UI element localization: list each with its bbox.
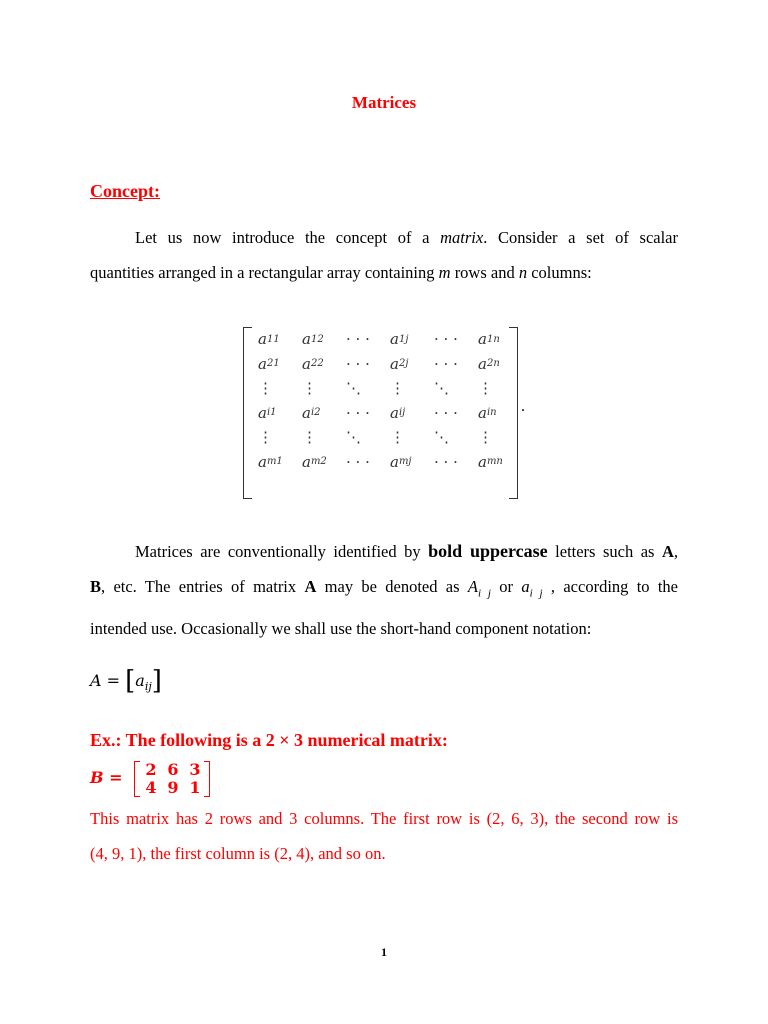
matrix-entry-subscript: m2 bbox=[310, 456, 327, 468]
matrix-cell bbox=[431, 327, 475, 352]
matrix-cell bbox=[343, 401, 387, 426]
matrix-cell bbox=[255, 401, 299, 426]
matrix-symbol: B bbox=[90, 577, 102, 596]
b-matrix-name: B = bbox=[90, 768, 123, 787]
matrix-cell bbox=[255, 327, 299, 352]
matrix-ellipsis: · · · bbox=[346, 452, 370, 471]
left-bracket bbox=[243, 327, 252, 499]
matrix-cell bbox=[343, 425, 387, 450]
matrix-entry-subscript: 1n bbox=[486, 333, 500, 345]
b-matrix-cell: 6 bbox=[167, 759, 179, 779]
example-paragraph bbox=[90, 804, 678, 868]
matrix-ellipsis: ⋮ bbox=[390, 379, 405, 398]
matrix-entry-subscript: i2 bbox=[310, 407, 321, 419]
matrix-ellipsis: · · · bbox=[434, 330, 458, 349]
matrix-cell bbox=[299, 327, 343, 352]
matrix-entry-subscript: 1j bbox=[398, 333, 409, 345]
matrix-ellipsis: ⋱ bbox=[346, 379, 361, 398]
matrix-term: matrix bbox=[440, 228, 484, 247]
matrix-ellipsis: ⋱ bbox=[346, 428, 361, 447]
matrix-cell bbox=[343, 352, 387, 377]
notation-text: , bbox=[673, 542, 678, 561]
page-number: 1 bbox=[381, 945, 387, 959]
matrix-ellipsis: ⋮ bbox=[258, 428, 273, 447]
right-bracket bbox=[509, 327, 518, 499]
matrix-entry-base: a bbox=[258, 452, 267, 471]
matrix-cell bbox=[255, 450, 299, 475]
matrix-entry-base: a bbox=[478, 403, 487, 422]
notation-text: , etc. The entries of matrix bbox=[101, 577, 305, 596]
right-bracket bbox=[204, 761, 210, 797]
matrix-ellipsis: · · · bbox=[434, 403, 458, 422]
matrix-cell bbox=[431, 376, 475, 401]
matrix-entry-base: a bbox=[258, 330, 267, 349]
notation-text: or bbox=[490, 577, 522, 596]
close-bracket: ] bbox=[151, 666, 162, 696]
intro-text: Let us now introduce the concept of a bbox=[135, 228, 441, 247]
matrix-cell bbox=[431, 450, 475, 475]
matrix-cell bbox=[343, 376, 387, 401]
notation-paragraph bbox=[90, 537, 678, 643]
matrix-cell bbox=[431, 401, 475, 426]
matrix-period: . bbox=[521, 398, 525, 415]
entry-symbol: A bbox=[467, 577, 478, 596]
n-variable: n bbox=[518, 263, 528, 282]
matrix-cell bbox=[255, 425, 299, 450]
b-matrix-grid bbox=[140, 760, 206, 796]
matrix-entry-subscript: 22 bbox=[310, 358, 324, 370]
matrix-entry-subscript: 11 bbox=[266, 333, 280, 345]
matrix-cell bbox=[255, 352, 299, 377]
b-matrix-cell: 9 bbox=[167, 777, 179, 797]
matrix-entry-base: a bbox=[390, 452, 399, 471]
matrix-ellipsis: ⋮ bbox=[302, 379, 317, 398]
entry-subscript: i j bbox=[477, 587, 491, 600]
intro-paragraph bbox=[90, 223, 678, 287]
notation-line-1 bbox=[90, 537, 678, 566]
matrix-cell bbox=[387, 376, 431, 401]
matrix-cell bbox=[299, 450, 343, 475]
matrix-entry-base: a bbox=[302, 330, 311, 349]
matrix-ellipsis: ⋱ bbox=[434, 379, 449, 398]
matrix-cell bbox=[299, 401, 343, 426]
matrix-cell bbox=[387, 425, 431, 450]
intro-text: rows and bbox=[450, 263, 519, 282]
matrix-ellipsis: · · · bbox=[346, 330, 370, 349]
m-variable: m bbox=[438, 263, 451, 282]
matrix-cell bbox=[299, 376, 343, 401]
matrix-entry-base: a bbox=[478, 354, 487, 373]
notation-text: intended use. Occasionally we shall use the short-hand component notation: bbox=[90, 619, 592, 639]
matrix-entry-subscript: 21 bbox=[266, 358, 280, 370]
matrix-entry-base: a bbox=[258, 403, 267, 422]
matrix-entry-base: a bbox=[258, 354, 267, 373]
example-line-2: (4, 9, 1), the first column is (2, 4), and so on. bbox=[90, 844, 386, 863]
matrix-entry-base: a bbox=[302, 452, 311, 471]
matrix-cell bbox=[343, 450, 387, 475]
matrix-cell bbox=[431, 352, 475, 377]
page-title: Matrices bbox=[351, 93, 417, 112]
notation-text: letters such as bbox=[547, 542, 662, 561]
matrix-ellipsis: · · · bbox=[346, 354, 370, 373]
bold-uppercase-term: bold uppercase bbox=[428, 541, 548, 561]
intro-text: . Consider a set of scalar bbox=[483, 228, 678, 247]
matrix-ellipsis: · · · bbox=[346, 403, 370, 422]
matrix-entry-subscript: i1 bbox=[266, 407, 277, 419]
example-heading: Ex.: The following is a 2 × 3 numerical matrix: bbox=[90, 730, 448, 750]
matrix-cell bbox=[343, 327, 387, 352]
matrix-ellipsis: ⋮ bbox=[258, 379, 273, 398]
matrix-entry-subscript: in bbox=[486, 407, 497, 419]
intro-text: columns: bbox=[527, 263, 592, 282]
matrix-entry-subscript: ij bbox=[398, 407, 406, 419]
entry-subscript: i j bbox=[529, 587, 543, 600]
matrix-ellipsis: ⋮ bbox=[478, 428, 493, 447]
component-subscript: ij bbox=[144, 680, 152, 694]
matrix-ellipsis: ⋮ bbox=[302, 428, 317, 447]
component-base: a bbox=[135, 671, 145, 690]
b-matrix-body bbox=[134, 760, 210, 796]
matrix-entry-subscript: m1 bbox=[266, 456, 283, 468]
entry-symbol: a bbox=[521, 577, 530, 596]
example-line-1: This matrix has 2 rows and 3 columns. The first row is (2, 6, 3), the second row is bbox=[90, 809, 678, 828]
concept-heading: Concept: bbox=[90, 181, 160, 201]
component-notation bbox=[90, 666, 162, 696]
matrix-ellipsis: ⋮ bbox=[478, 379, 493, 398]
b-matrix-cell: 2 bbox=[145, 759, 157, 779]
matrix-entry-base: a bbox=[478, 452, 487, 471]
b-matrix-cell: 1 bbox=[189, 777, 201, 797]
matrix-cell bbox=[387, 327, 431, 352]
matrix-entry-subscript: mj bbox=[398, 456, 412, 468]
matrix-entry-base: a bbox=[478, 330, 487, 349]
matrix-cell bbox=[299, 352, 343, 377]
matrix-cell bbox=[387, 450, 431, 475]
matrix-entry-base: a bbox=[390, 330, 399, 349]
matrix-cell bbox=[387, 352, 431, 377]
notation-text: may be denoted as bbox=[316, 577, 468, 596]
matrix-ellipsis: ⋱ bbox=[434, 428, 449, 447]
matrix-cell bbox=[299, 425, 343, 450]
b-matrix-cell: 4 bbox=[145, 777, 157, 797]
matrix-ellipsis: · · · bbox=[434, 354, 458, 373]
matrix-cell bbox=[255, 376, 299, 401]
notation-text: Matrices are conventionally identified by bbox=[135, 542, 429, 561]
matrix-entry-base: a bbox=[302, 403, 311, 422]
notation-line-3 bbox=[90, 614, 678, 643]
matrix-cell bbox=[431, 425, 475, 450]
matrix-entry-subscript: mn bbox=[486, 456, 503, 468]
matrix-symbol: A bbox=[661, 542, 674, 561]
matrix-ellipsis: · · · bbox=[434, 452, 458, 471]
open-bracket: [ bbox=[125, 666, 136, 696]
matrix-entry-subscript: 2j bbox=[398, 358, 409, 370]
matrix-entry-base: a bbox=[390, 354, 399, 373]
matrix-entry-base: a bbox=[302, 354, 311, 373]
notation-line-2 bbox=[90, 572, 678, 608]
component-lhs: A = bbox=[90, 671, 126, 690]
matrix-entry-subscript: 2n bbox=[486, 358, 500, 370]
matrix-grid bbox=[255, 327, 510, 499]
matrix-cell bbox=[387, 401, 431, 426]
notation-text: , according to the bbox=[542, 577, 678, 596]
general-matrix bbox=[243, 327, 518, 499]
intro-line-2 bbox=[90, 258, 678, 287]
intro-line-1 bbox=[90, 223, 678, 252]
intro-text: quantities arranged in a rectangular array containing bbox=[90, 263, 439, 282]
matrix-entry-base: a bbox=[390, 403, 399, 422]
matrix-symbol: A bbox=[304, 577, 317, 596]
matrix-entry-subscript: 12 bbox=[310, 333, 324, 345]
b-matrix-cell: 3 bbox=[189, 759, 201, 779]
matrix-ellipsis: ⋮ bbox=[390, 428, 405, 447]
